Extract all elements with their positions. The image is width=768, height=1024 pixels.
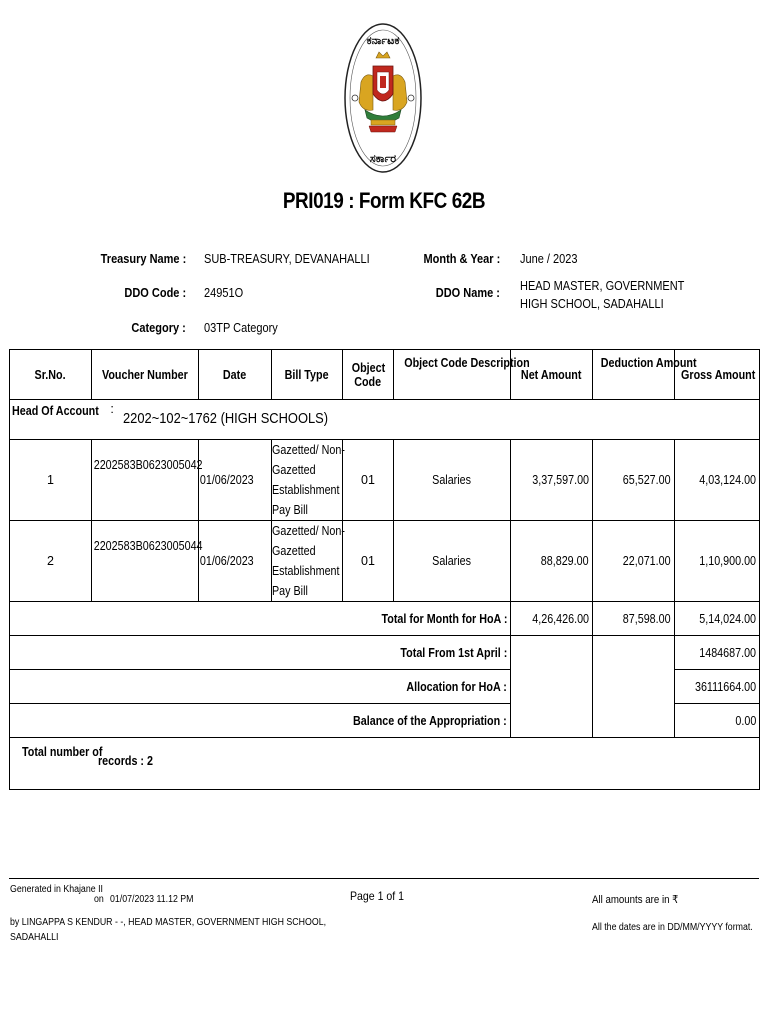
- footer-by-line2: SADAHALLI: [10, 932, 59, 943]
- total-april-value: 1484687.00: [675, 636, 760, 670]
- voucher-table: [9, 349, 760, 790]
- table-header-row: [10, 350, 760, 400]
- sr-no-cell: 1: [10, 440, 92, 521]
- col-object-code-description: Object Code Description: [394, 350, 511, 400]
- records-row: [10, 738, 760, 790]
- col-bill-type: Bill Type: [272, 350, 343, 400]
- ddo-code-value: 24951O: [204, 286, 244, 300]
- head-of-account-value: 2202~102~1762 (HIGH SCHOOLS): [123, 410, 329, 427]
- category-label: Category :: [131, 321, 186, 335]
- karnataka-emblem-logo: [343, 22, 423, 174]
- footer-dates-note: All the dates are in DD/MM/YYYY format.: [592, 922, 753, 933]
- records-label-1: Total number of: [22, 745, 103, 759]
- ddo-name-line1: HEAD MASTER, GOVERNMENT: [520, 279, 685, 293]
- head-of-account-row: [10, 400, 760, 440]
- treasury-name-label: Treasury Name :: [100, 252, 186, 266]
- merged-empty-deduction: [593, 636, 675, 738]
- merged-empty-net: [511, 636, 593, 738]
- month-year-value: June / 2023: [520, 252, 578, 266]
- gross-amount-cell: 1,10,900.00: [675, 521, 760, 602]
- head-of-account-colon: :: [110, 402, 114, 416]
- footer-on: on: [94, 894, 104, 905]
- total-april-label: Total From 1st April :: [10, 636, 511, 670]
- month-year-label: Month & Year :: [423, 252, 500, 266]
- voucher-cell: 2202583B0623005044: [92, 521, 199, 602]
- date-cell: 01/06/2023: [199, 440, 272, 521]
- net-amount-cell: 88,829.00: [511, 521, 593, 602]
- voucher-cell: 2202583B0623005042: [92, 440, 199, 521]
- allocation-label: Allocation for HoA :: [10, 670, 511, 704]
- footer-amounts-note: All amounts are in ₹: [592, 894, 679, 906]
- allocation-value: 36111664.00: [675, 670, 760, 704]
- footer-generated: Generated in Khajane II: [10, 884, 103, 895]
- sr-no-cell: 2: [10, 521, 92, 602]
- total-month-row: [10, 602, 760, 636]
- records-cell: [10, 738, 760, 790]
- col-net-amount: Net Amount: [511, 350, 593, 400]
- col-voucher-number: Voucher Number: [92, 350, 199, 400]
- total-month-gross: 5,14,024.00: [675, 602, 760, 636]
- col-gross-amount: Gross Amount: [675, 350, 760, 400]
- description-cell: Salaries: [394, 440, 511, 521]
- emblem-top-text: ಕರ್ನಾಟಕ: [366, 34, 400, 47]
- total-april-row: [10, 636, 760, 670]
- footer-page-number: Page 1 of 1: [350, 889, 405, 903]
- col-deduction-amount: Deduction Amount: [593, 350, 675, 400]
- object-code-cell: 01: [343, 521, 394, 602]
- total-month-net: 4,26,426.00: [511, 602, 593, 636]
- ddo-code-label: DDO Code :: [124, 286, 186, 300]
- footer-datetime: 01/07/2023 11.12 PM: [110, 894, 194, 905]
- records-label-2: records : 2: [97, 754, 153, 768]
- col-date: Date: [199, 350, 272, 400]
- table-row: [10, 440, 760, 521]
- gross-amount-cell: 4,03,124.00: [675, 440, 760, 521]
- treasury-name-value: SUB-TREASURY, DEVANAHALLI: [204, 252, 370, 266]
- deduction-amount-cell: 65,527.00: [593, 440, 675, 521]
- balance-value: 0.00: [675, 704, 760, 738]
- bill-type-cell: Gazetted/ Non- Gazetted Establishment Pay Bill: [272, 521, 343, 602]
- ddo-name-line2: HIGH SCHOOL, SADAHALLI: [520, 297, 664, 311]
- page-title: PRI019 : Form KFC 62B: [282, 188, 486, 213]
- date-cell: 01/06/2023: [199, 521, 272, 602]
- footer-divider: [9, 878, 759, 879]
- bill-type-cell: Gazetted/ Non- Gazetted Establishment Pay Bill: [272, 440, 343, 521]
- table-row: [10, 521, 760, 602]
- head-of-account-label: Head Of Account: [12, 404, 99, 418]
- col-object-code: Object Code: [343, 350, 394, 400]
- col-sr-no: Sr.No.: [10, 350, 92, 400]
- ddo-name-label: DDO Name :: [435, 286, 500, 300]
- description-cell: Salaries: [394, 521, 511, 602]
- total-month-deduction: 87,598.00: [593, 602, 675, 636]
- deduction-amount-cell: 22,071.00: [593, 521, 675, 602]
- net-amount-cell: 3,37,597.00: [511, 440, 593, 521]
- category-value: 03TP Category: [204, 321, 278, 335]
- object-code-cell: 01: [343, 440, 394, 521]
- balance-label: Balance of the Appropriation :: [10, 704, 511, 738]
- footer-by-line1: by LINGAPPA S KENDUR - -, HEAD MASTER, GOVERNMENT HIGH SCHOOL,: [10, 917, 327, 928]
- head-of-account-cell: [10, 400, 760, 440]
- total-month-label: Total for Month for HoA :: [10, 602, 511, 636]
- emblem-bottom-text: ಸರ್ಕಾರ: [369, 152, 397, 165]
